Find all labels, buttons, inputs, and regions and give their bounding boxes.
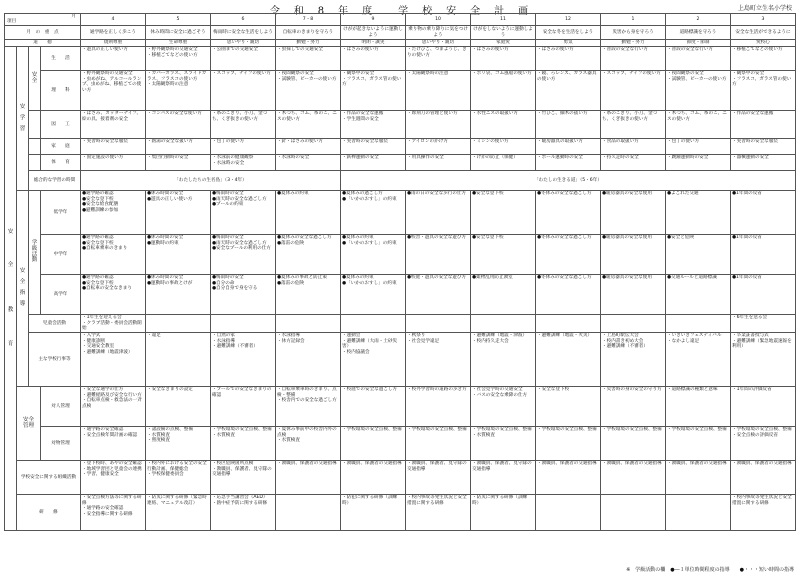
plan-cell: ●冬休みの安全な過ごし方	[536, 275, 601, 315]
row-taibutsu	[5, 427, 796, 461]
month-cell: 7・8	[276, 14, 341, 26]
plan-cell: ・器械運動の安全	[731, 155, 796, 171]
plan-cell: ・彫刻刀の管理と使い方	[406, 111, 471, 139]
plan-cell: ・学校環境の安全点検、整備	[341, 427, 406, 461]
plan-cell	[146, 315, 211, 333]
plan-cell: ・けがの防止（保健）	[471, 155, 536, 171]
plan-cell: ・1年間の評価反省	[731, 387, 796, 427]
plan-cell: ・学校環境の安全点検、整備	[536, 427, 601, 461]
plan-cell: ・社会見学時の交通安全 ・バスの安全な乗降の仕方	[471, 387, 536, 427]
plan-cell: ・夜間観察の安全 ・試験管、ビーカーの使い方	[276, 71, 341, 111]
label-char: 動	[31, 257, 38, 264]
morals-cell: 勤勉・努力	[601, 40, 666, 47]
footnote: ※ 学級活動の欄 ●―１単位時間程度の指導 ●・・・短い時間の指導	[626, 567, 794, 573]
plan-cell	[536, 315, 601, 333]
label-taibutsu: 対物管理	[41, 427, 81, 461]
focus-cell: 梅雨時に安全な生活をしよう	[211, 26, 276, 40]
plan-cell: ・水泳前の健康観察 ・水泳時の安全	[211, 155, 276, 171]
sougou-span-2: 「わたしの生きる道」（5・6年）	[341, 171, 796, 191]
plan-cell	[666, 495, 731, 531]
plan-cell: ・通学路の安全確認 ・安全点検年間計画の確認	[81, 427, 146, 461]
plan-cell: ・夜間観察の安全 ・試験管、ビーカーの使い方	[666, 71, 731, 111]
plan-cell: ・学校環境の安全点検、整備	[601, 427, 666, 461]
plan-cell: ・公園までの交通安全	[211, 47, 276, 71]
plan-cell: ●安全と危険	[666, 235, 731, 275]
plan-cell: ・学校環境の安全点検、整備 ・安全点検の評価反省	[731, 427, 796, 461]
row-taiiku	[5, 155, 796, 171]
plan-cell: ・学校環境の安全点検、整備	[406, 427, 471, 461]
focus-row	[5, 26, 796, 40]
plan-cell: ●よごれた交通	[666, 191, 731, 235]
label-gyouji: 主な学校行事等	[29, 333, 81, 387]
plan-cell: ・災害時の身の安全の守り方	[601, 387, 666, 427]
plan-cell: ・6年生を送る会	[731, 315, 796, 333]
label-char: 安	[19, 267, 26, 274]
plan-cell: ・教職員、保護者の交通指導	[536, 461, 601, 495]
morals-cell: 生命尊重	[146, 40, 211, 47]
section-anzen-kyouiku	[5, 47, 17, 531]
spacer-cell	[29, 111, 41, 139]
label-char: 指	[19, 290, 26, 297]
month-cell: 1	[601, 14, 666, 26]
spacer-cell	[29, 139, 41, 155]
plan-cell: ●1年間の反省	[731, 275, 796, 315]
label-char: 管理	[22, 422, 34, 429]
plan-cell: ・校内事故等発生状況と安全措置に関する研修	[406, 495, 471, 531]
label-char: 育	[7, 340, 14, 347]
section-gakkatsu	[29, 191, 41, 315]
section-anzen-gakushu	[17, 47, 29, 191]
plan-cell: ・太陽観察時の注意	[406, 71, 471, 111]
label-char: 安	[7, 228, 14, 235]
plan-cell: ・水泳時の安全	[276, 155, 341, 171]
label-char: 教	[7, 307, 14, 314]
subject-sougou: 総合的な学習の時間	[29, 171, 81, 191]
morals-cell: 勤勉・努力	[276, 40, 341, 47]
plan-cell: ・固定施設の使い方	[81, 155, 146, 171]
plan-cell: ●通学路の確認 ●安全な登下校 ●自転車の安全なきまり	[81, 275, 146, 315]
plan-cell: ●暖房器具の安全な使用	[601, 235, 666, 275]
plan-cell: ・秋祭り ・社会見学遠足	[406, 333, 471, 387]
plan-cell: ・入学式 ・健康診断 ・交通安全教室 ・避難訓練（地震津波）	[81, 333, 146, 387]
plan-cell: ・包丁の使い方	[211, 139, 276, 155]
plan-cell: ・作品の安全な運搬	[731, 111, 796, 139]
plan-cell: ・学校環境の安全点検、整備 ・水質検査	[211, 427, 276, 461]
plan-cell	[276, 495, 341, 531]
section-anzen-kanri	[17, 387, 41, 461]
row-soshiki	[5, 461, 796, 495]
label-taijin: 対人管理	[41, 387, 81, 427]
plan-cell: ●冬休みの安全な過ごし方	[536, 191, 601, 235]
plan-cell: ・安全な登下校	[536, 387, 601, 427]
plan-cell: ・1年生を迎える会 ・クラブ活動・委員会活動開始	[81, 315, 146, 333]
plan-cell: ・ボール運動時の安全	[536, 155, 601, 171]
label-kenshu: 研 修	[17, 495, 81, 531]
label-jidoukai: 児童会活動	[29, 315, 81, 333]
plan-cell: ●梅雨時の安全 ●自分の命 ●自分自身で身を守る	[211, 275, 276, 315]
month-cell: 9	[341, 14, 406, 26]
plan-cell: ・校庭での安全な過ごし方	[341, 387, 406, 427]
plan-cell: ・木づち、ゴム、糸のこ、ニスの使い方	[666, 111, 731, 139]
row-jidoukai	[5, 315, 796, 333]
plan-cell: ・実習時の安全な服装	[81, 139, 146, 155]
grade-chu: 中学年	[41, 235, 81, 275]
plan-cell: ・針・はさみの使い方	[276, 139, 341, 155]
plan-cell: ・アイロンのかけ方	[406, 139, 471, 155]
label-char: 習	[19, 125, 26, 132]
focus-cell: 休み時間に安全に過ごそう	[146, 26, 211, 40]
focus-cell: 災害から身を守ろう	[601, 26, 666, 40]
grade-kou: 高学年	[41, 275, 81, 315]
plan-cell	[341, 315, 406, 333]
plan-cell: ●安全な登下校	[471, 191, 536, 235]
plan-cell: ●1年間の反省	[731, 191, 796, 235]
plan-cell: ●交通ルールと道路標識	[666, 275, 731, 315]
plan-cell: ●1年間の反省	[731, 235, 796, 275]
plan-cell: ・学校環境の安全点検、整備 ・水質検査	[471, 427, 536, 461]
plan-cell: ・作品の安全な運搬 ・学生週間の安全	[341, 111, 406, 139]
plan-cell: ●夏休みの約束 ●「いかのおすし」の約束	[341, 235, 406, 275]
label-char: 学	[31, 240, 38, 247]
plan-cell: ・道路標識の種類と意味	[666, 387, 731, 427]
plan-cell: ・スコップ、ナイフの使い方	[601, 71, 666, 111]
month-cell: 4	[81, 14, 146, 26]
morals-cell: 家庭愛	[471, 40, 536, 47]
month-cell: 12	[536, 14, 601, 26]
plan-cell: ●通学路の確認 ●安全な登下校 ●自転車乗車のきまり	[81, 235, 146, 275]
plan-cell: ・安全な通学の仕方 ・避難経路及び安全な行い方 ・自転車点検・救急法の一斉点検	[81, 387, 146, 427]
month-cell: 10	[406, 14, 471, 26]
month-cell: 11	[471, 14, 536, 26]
plan-cell: ●暖房器具の安全な使用	[601, 275, 666, 315]
plan-cell: ・教職員、保護者の交通指導	[341, 461, 406, 495]
plan-cell: ・諸設備の点検、整備 ・水質検査 ・照度検査	[146, 427, 211, 461]
document-title: 令 和 8 年 度 学 校 安 全 計 画	[269, 6, 531, 17]
safety-plan-table	[4, 13, 796, 531]
plan-cell: ・教職員、保護者、見守隊の交通指導	[471, 461, 536, 495]
plan-cell: ・自然の家 ・水泳指導 ・避難訓練（不審者）	[211, 333, 276, 387]
plan-cell: ●梅雨時の安全 ●雨天時の安全な過ごし方 ●プールの約束	[211, 191, 276, 235]
plan-cell: ・安全点検方法等に関する研修 ・通学路の安全確認 ・安全指導に関する研修	[81, 495, 146, 531]
plan-cell: ・食品の取扱い方	[601, 139, 666, 155]
plan-cell: ・包丁の使い方	[666, 139, 731, 155]
plan-cell: ・観察中の安全 ・フラスコ、ガラス管の使い方	[341, 71, 406, 111]
plan-cell: ・校内事故等発生状況と安全措置に関する研修	[731, 495, 796, 531]
plan-cell: ・鉄棒運動の安全	[341, 155, 406, 171]
plan-cell: ・校外学習時の道路の歩き方	[406, 387, 471, 427]
row-taijin	[5, 387, 796, 427]
subject-zukou: 図 工	[41, 111, 81, 139]
plan-cell: ●暖房器具の安全な使用	[601, 191, 666, 235]
morals-cell: 節度・節制	[666, 40, 731, 47]
plan-cell: ・避難訓練（地震・火災）	[536, 333, 601, 387]
subject-seikatsu: 生 活	[41, 47, 81, 71]
plan-cell: ・遊具の正しい使い方	[81, 47, 146, 71]
morals-cell: 規則尊重	[81, 40, 146, 47]
plan-cell: ●校舎・遊具の安全な遊び方	[406, 235, 471, 275]
plan-cell	[536, 495, 601, 531]
plan-cell: ●梅雨時の安全 ●雨天時の安全な過ごし方 ●安全なプールの利用の仕方	[211, 235, 276, 275]
plan-cell: ●校庭・遊具の安全な遊び方	[406, 275, 471, 315]
plan-cell: ・防災に関する研修（緊急時連絡、マニュアル改訂）	[146, 495, 211, 531]
row-seikatsu	[5, 47, 796, 71]
focus-cell: 自転車のきまりを守ろう	[276, 26, 341, 40]
plan-cell: ・夏休み事前中の校舎内外の点検 ・水質検査	[276, 427, 341, 461]
row-tei	[5, 191, 796, 235]
label-char: 級	[31, 245, 38, 252]
morals-cell: 思いやり・親切	[211, 40, 276, 47]
plan-cell: ・熱湯の安全な扱い方	[146, 139, 211, 155]
plan-cell: ・木づち、ゴム、糸のこ、ニスの使い方	[276, 111, 341, 139]
row-katei	[5, 139, 796, 155]
morals-label: 道 徳	[5, 40, 81, 47]
plan-cell: ・教職員、保護者の交通指導	[731, 461, 796, 495]
plan-cell: ●薬物乱用防止教室	[471, 275, 536, 315]
plan-cell: ・上島町駅伝大会 ・校内書き初め大会 ・避難訓練（不審者）	[601, 333, 666, 387]
plan-cell: ・はさみの使い方	[341, 47, 406, 71]
plan-cell: ●雨の日の安全な歩行の仕方	[406, 191, 471, 235]
plan-cell: ・防犯に関する研修（訓練時）	[341, 495, 406, 531]
plan-cell: ・登下校時、あやの安全確認 ・地域学習団と児童会の連携 ・学習、健康安全	[81, 461, 146, 495]
plan-cell	[666, 315, 731, 333]
plan-cell	[211, 315, 276, 333]
plan-cell: ・ミシンの使い方	[471, 139, 536, 155]
plan-cell: ・普段の安全な行い方	[601, 47, 666, 71]
month-header-label: 月	[71, 14, 76, 19]
section-anzen-shidou	[17, 191, 29, 387]
month-cell: 6	[211, 14, 276, 26]
subject-rika: 理 科	[41, 71, 81, 111]
plan-cell: ・はさみ、カッターナイフ、絵の具、接着剤の安全	[81, 111, 146, 139]
plan-cell: ・カバーガラス、スライドガラス、フラスコの使い方 ・太陽観察時の注意	[146, 71, 211, 111]
plan-cell: ・野外観察時の交通安全 ・移植ごてなどの使い方	[146, 47, 211, 71]
plan-cell: ・自転車乗車時のきまり、点検・整備 ・校舎内での安全な過ごし方	[276, 387, 341, 427]
month-cell: 2	[666, 14, 731, 26]
plan-cell: ●夏休みの事故と防止策 ●落雷の危険	[276, 275, 341, 315]
plan-cell: ・野外観察時の交通安全 ・虫めがね、アルコールランプ、虫めがね、移植ごての使い方	[81, 71, 146, 111]
row-zukou	[5, 111, 796, 139]
focus-label: 月 の 重 点	[5, 26, 81, 40]
plan-cell	[601, 495, 666, 531]
plan-cell: ・竹ひご、細木の扱い方	[536, 111, 601, 139]
plan-cell: ・水泳指導 ・休方記録会	[276, 333, 341, 387]
plan-cell: ・学校環境の安全点検、整備	[666, 427, 731, 461]
focus-cell: 道路標識を守ろう	[666, 26, 731, 40]
plan-cell: ●夏休みの安全な過ごし方 ●落雷の危険	[276, 235, 341, 275]
plan-cell: ・スコップ、ナイフの使い方	[211, 71, 276, 111]
plan-cell: ・集団行動時の安全	[146, 155, 211, 171]
sougou-span-1: 「わたしたちの生名島」（3・4年）	[81, 171, 341, 191]
label-char: 全	[7, 262, 14, 269]
spacer-cell	[29, 155, 41, 171]
plan-cell: ・校区危険箇所点検 ・教職員、保護者、見守隊の交通指導	[211, 461, 276, 495]
subject-katei: 家 庭	[41, 139, 81, 155]
morals-cell: 思いやり・親切	[406, 40, 471, 47]
plan-cell: ・実習時の安全な服装	[341, 139, 406, 155]
plan-cell: ●安全な登下校	[471, 235, 536, 275]
plan-cell: ・鏡、ろレンズ、ガラス器具の使い方	[536, 71, 601, 111]
plan-cell: ・教職員、保護者、見守隊の交通指導	[406, 461, 471, 495]
plan-cell: ・安全なきまりの設定	[146, 387, 211, 427]
plan-cell	[276, 315, 341, 333]
row-kou	[5, 275, 796, 315]
label-char: 導	[19, 301, 26, 308]
label-char: 学	[19, 114, 26, 121]
row-gyouji	[5, 333, 796, 387]
school-name: 上島町立生名小学校	[737, 5, 792, 12]
plan-cell: ・普段の安全な行い方	[666, 47, 731, 71]
plan-cell: ・教職員、保護者の交通指導	[276, 461, 341, 495]
plan-cell: ・持久走時の安全	[601, 155, 666, 171]
row-rika	[5, 71, 796, 111]
focus-cell: 安全な生活ができるように	[731, 26, 796, 40]
plan-cell: ・用具操作の安全	[406, 155, 471, 171]
label-char: 活	[31, 251, 38, 258]
plan-cell: ・暖房器具の取扱い方	[536, 139, 601, 155]
focus-cell: 安全な冬を生活をしよう	[536, 26, 601, 40]
plan-cell: ・いきいきフェスティバル ・なかよし遠足	[666, 333, 731, 387]
label-char: 安	[19, 103, 26, 110]
plan-cell	[601, 315, 666, 333]
plan-cell: ●冬休みの安全な過ごし方	[536, 235, 601, 275]
plan-cell: ・糸のこぎり、小刀、金づち、くぎ抜きの使い方	[211, 111, 276, 139]
morals-row	[5, 40, 796, 47]
plan-cell: ・教職員、保護者の交通指導	[666, 461, 731, 495]
plan-cell: ・移植ごてなどの使い方	[731, 47, 796, 71]
morals-cell: 愛校心	[731, 40, 796, 47]
header-month-row	[5, 14, 796, 26]
plan-cell: ●夏休みの約束 ●「いかのおすし」の約束	[341, 275, 406, 315]
month-cell: 5	[146, 14, 211, 26]
plan-cell	[406, 315, 471, 333]
plan-cell: ・校内外における安全の安全行動計画、保健総会 ・学校保健委員会	[146, 461, 211, 495]
month-cell: 3	[731, 14, 796, 26]
focus-cell: けがが起きないように運動しよう	[341, 26, 406, 40]
plan-cell: ・水性ニスの取扱い方	[471, 111, 536, 139]
plan-cell: ・跳躍運動時の安全	[666, 155, 731, 171]
subject-taiiku: 体 育	[41, 155, 81, 171]
focus-cell: 通学路を正しく歩こう	[81, 26, 146, 40]
plan-cell: ・はさみの使い方	[471, 47, 536, 71]
label-char: 安全	[22, 416, 34, 423]
plan-cell: ・卒業証書授与式 ・避難訓練（緊急地震速報を利用）	[731, 333, 796, 387]
plan-cell: ・糸のこぎり、小刀、金づち、くぎ抜きの使い方	[601, 111, 666, 139]
plan-cell	[471, 315, 536, 333]
corner-header	[5, 14, 81, 26]
row-sougou	[5, 171, 796, 191]
plan-cell: ・応急手当講習会（AED） ・熱中症予防に関する研修	[211, 495, 276, 531]
focus-cell: 乗り物の乗り降りに気をつけよう	[406, 26, 471, 40]
plan-cell: ・遠足	[146, 333, 211, 387]
plan-cell: ・プールでの安全なきまりの確認	[211, 387, 276, 427]
plan-cell: ・運動会 ・避難訓練（大雨・土砂災害） ・校内協議会	[341, 333, 406, 387]
sub-anzen: 安全	[29, 47, 41, 111]
focus-cell: けがをしないように運動しよう	[471, 26, 536, 40]
plan-cell: ・教職員、保護者の交通指導	[601, 461, 666, 495]
item-header-label: 項目	[7, 19, 17, 25]
plan-cell: ●休み時間の安全 ●運動時の事故とけが	[146, 275, 211, 315]
plan-cell: ・ポリ袋、ゴム風船の使い方	[471, 71, 536, 111]
plan-cell: ・防災に関する研修（訓練時）	[471, 495, 536, 531]
row-kenshu	[5, 495, 796, 531]
plan-cell: ・たけひご、つまようじ、きりの使い方	[406, 47, 471, 71]
morals-cell: 勇気	[536, 40, 601, 47]
plan-cell: ●通学路の確認 ●安全な登下校 ●安全な給食配膳 ●避難訓練の参加	[81, 191, 146, 235]
plan-cell: ●休み時間の安全 ●運動時の約束	[146, 235, 211, 275]
plan-cell: ・観察中の安全 ・フラスコ、ガラス管の使い方	[731, 71, 796, 111]
plan-cell: ・実習時の安全な服装	[731, 139, 796, 155]
plan-cell: ●休み時間の安全 ●遊具の正しい使い方	[146, 191, 211, 235]
plan-cell: ●夏休みの過ごし方 ●「いかのおすし」の約束	[341, 191, 406, 235]
row-chu	[5, 235, 796, 275]
plan-cell: ・コンパスの安全な使い方	[146, 111, 211, 139]
grade-tei: 低学年	[41, 191, 81, 235]
plan-cell: ●夏休みの約束	[276, 191, 341, 235]
label-soshiki: 学校安全に関する組織活動	[17, 461, 81, 495]
label-char: 全	[19, 279, 26, 286]
plan-cell: ・はさみの使い方	[536, 47, 601, 71]
plan-cell: ・虫探しでの交通安全	[276, 47, 341, 71]
plan-cell: ・避難訓練（地震・津波） ・校内持久走大会	[471, 333, 536, 387]
morals-cell: 明朗・誠実	[341, 40, 406, 47]
